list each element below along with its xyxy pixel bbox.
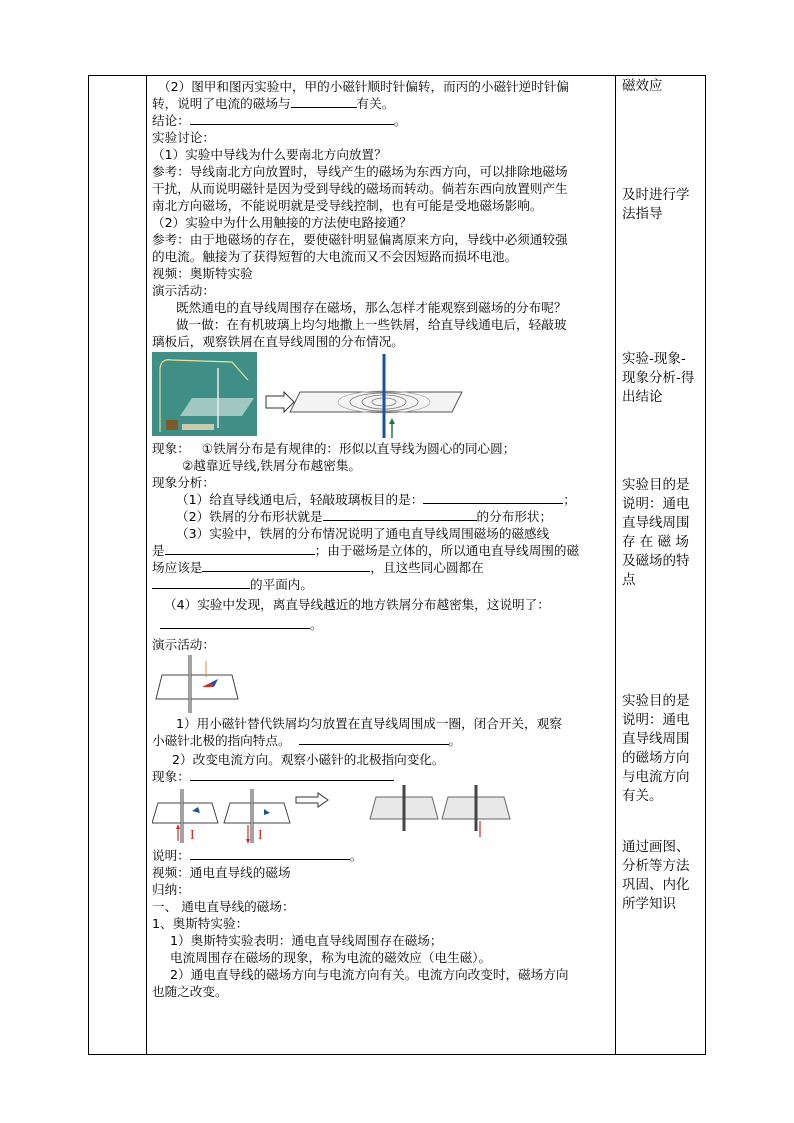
arrow-icon — [266, 392, 294, 412]
text-line: 视频：奥斯特实验 — [152, 266, 253, 281]
text-line: 1）用小磁针替代铁屑均匀放置在直导线周围成一圈，闭合开关，观察 — [176, 716, 562, 731]
blank — [160, 616, 310, 629]
iron-filings-figure — [152, 350, 472, 440]
text-line: 。 — [152, 616, 611, 633]
text-line: 也随之改变。 — [152, 984, 228, 999]
text-line: 是 ；由于磁场是立体的，所以通电直导线周围的磁 — [152, 543, 580, 558]
text-line: 现象： — [152, 768, 611, 785]
text-line: 实验讨论： — [152, 130, 215, 145]
text-line: 2）通电直导线的磁场方向与电流方向有关。电流方向改变时，磁场方向 — [170, 967, 569, 982]
text-line: 演示活动： — [152, 637, 215, 652]
main-content — [147, 76, 615, 1054]
text-line: 2）改变电流方向。观察小磁针的北极指向变化。 — [172, 752, 445, 767]
text-line: 现象分析： — [152, 475, 215, 490]
text-line: 1）奥斯特实验表明：通电直导线周围存在磁场； — [170, 933, 443, 948]
text-line: （2）图甲和图丙实验中，甲的小磁针顺时针偏转，而丙的小磁针逆时针偏 — [158, 79, 570, 94]
text-line: （3）实验中，铁屑的分布情况说明了通电直导线周围磁场的磁感线 — [176, 526, 550, 541]
text-line: （1）实验中导线为什么要南北方向放置？ — [152, 147, 387, 162]
text-line: 的电流。触接为了获得短暂的大电流而又不会因短路而损坏电池。 — [152, 249, 518, 264]
blank — [190, 112, 394, 125]
arrow-icon — [296, 793, 328, 807]
side-note-1: 磁效应 — [622, 78, 663, 94]
blank — [152, 576, 250, 589]
text-line: （1）给直导线通电后，轻敲玻璃板目的是： ； — [176, 492, 576, 507]
text-line: 既然通电的直导线周围存在磁场，那么怎样才能观察到磁场的分布呢？ — [176, 300, 567, 315]
text-line: 小磁针北极的指向特点。 。 — [152, 733, 462, 748]
text-line: （4）实验中发现，离直导线越近的地方铁屑分布越密集，这说明了： — [164, 597, 550, 612]
text-line: 说明： 。 — [152, 848, 363, 863]
lesson-table — [88, 75, 706, 1055]
text-line: 视频：通电直导线的磁场 — [152, 865, 291, 880]
text-line: 场应该是 ，且这些同心圆都在 — [152, 560, 484, 575]
text-line: 结论： 。 — [152, 113, 407, 128]
text-line: 参考：导线南北方向放置时，导线产生的磁场为东西方向，可以排除地磁场 — [152, 164, 568, 179]
blank — [202, 559, 370, 572]
side-note-2: 及时进行学 法指导 — [622, 187, 690, 222]
side-note-4: 实验目的是 说明：通电 直导线周围 存 在 磁 场 及磁场的特 点 — [622, 477, 690, 588]
text-line: 的平面内。 — [152, 576, 611, 593]
text-line: 归纳： — [152, 882, 190, 897]
text-line: 做一做：在有机玻璃上均匀地撒上一些铁屑，给直导线通电后，轻敲玻 — [176, 317, 567, 332]
side-note-3: 实验-现象- 现象分析-得 出结论 — [622, 351, 695, 405]
text-line: 南北方向磁场，不能说明就是受导线控制，也有可能是受地磁场影响。 — [152, 198, 543, 213]
side-note-5: 实验目的是 说明：通电 直导线周围 的磁场方向 与电流方向 有关。 — [622, 693, 690, 804]
blank — [190, 768, 394, 781]
section-heading: 一、 通电直导线的磁场： — [152, 899, 295, 914]
blank — [165, 542, 315, 555]
text-line: 电流周围存在磁场的现象，称为电流的磁效应（电生磁）。 — [170, 950, 492, 965]
text-line: 璃板后，观察铁屑在直导线周围的分布情况。 — [152, 334, 404, 349]
blank — [299, 732, 449, 745]
text-line: 演示活动： — [152, 283, 215, 298]
compass-figure — [152, 653, 472, 715]
blank — [291, 95, 357, 108]
text-line: 现象： ①铁屑分布是有规律的：形似以直导线为圆心的同心圆； — [152, 441, 516, 456]
svg-text:I: I — [258, 828, 263, 843]
blank — [323, 508, 477, 521]
blank — [190, 847, 350, 860]
text-line: 干扰，从而说明磁针是因为受到导线的磁场而转动。倘若东西向放置则产生 — [152, 181, 568, 196]
text-line: 1、奥斯特实验： — [152, 916, 249, 931]
current-label: I — [190, 828, 195, 843]
text-line: （2）实验中为什么用触接的方法使电路接通？ — [152, 215, 412, 230]
text-line: ②越靠近导线,铁屑分布越密集。 — [182, 458, 362, 473]
text-line: （2）铁屑的分布形状就是 的分布形状； — [176, 509, 553, 524]
blank — [423, 491, 563, 504]
text-line: 参考：由于地磁场的存在，要使磁针明显偏离原来方向，导线中必须通较强 — [152, 232, 568, 247]
text-line: 转，说明了电流的磁场与 有关。 — [152, 96, 395, 111]
current-direction-figure — [152, 785, 522, 847]
side-note-6: 通过画图、 分析等方法 巩固、内化 所学知识 — [622, 839, 690, 912]
